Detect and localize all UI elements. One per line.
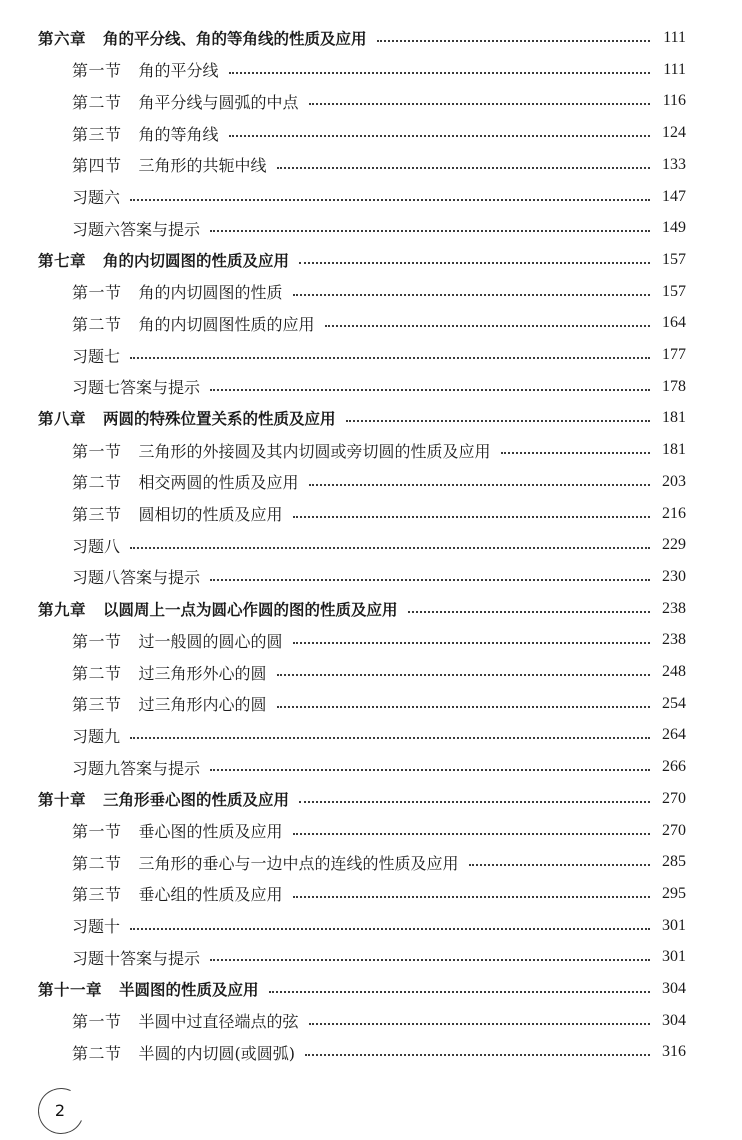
toc-section-row <box>72 657 686 687</box>
toc-entry-page: 229 <box>662 536 686 554</box>
toc-entry-title: 习题七答案与提示 <box>72 378 201 398</box>
dot-leader <box>469 864 650 866</box>
dot-leader <box>269 991 650 993</box>
toc-section-row <box>72 277 686 307</box>
toc-entry-title: 习题九 <box>72 726 121 746</box>
toc-entry-page: 285 <box>662 853 686 871</box>
toc-entry-title: 三角形的外接圆及其内切圆或旁切圆的性质及应用 <box>138 441 491 461</box>
toc-entry-title: 垂心组的性质及应用 <box>138 885 283 905</box>
dot-leader <box>210 579 650 581</box>
toc-exercise-row <box>72 372 686 402</box>
toc-entry-title: 习题六答案与提示 <box>72 219 201 239</box>
toc-entry-page: 216 <box>662 504 686 522</box>
toc-exercise-row <box>72 752 686 782</box>
toc-entry-number: 第八章 <box>38 410 87 429</box>
dot-leader <box>309 1023 650 1025</box>
toc-section-row <box>72 816 686 846</box>
toc-section-row <box>72 150 686 180</box>
toc-exercise-row <box>72 213 686 243</box>
dot-leader <box>309 484 650 486</box>
toc-section-row <box>72 435 686 465</box>
toc-entry-page: 147 <box>662 187 686 205</box>
dot-leader <box>408 611 650 613</box>
toc-entry-page: 230 <box>662 567 686 585</box>
dot-leader <box>210 769 650 771</box>
toc-exercise-row <box>72 720 686 750</box>
toc-entry-number: 第一节 <box>72 441 122 461</box>
toc-exercise-row <box>72 942 686 972</box>
dot-leader <box>210 389 650 391</box>
dot-leader <box>293 642 650 644</box>
toc-exercise-row <box>72 530 686 560</box>
toc-section-row <box>72 689 686 719</box>
toc-entry-number: 第七章 <box>38 251 87 270</box>
dot-leader <box>309 103 650 105</box>
toc-entry-page: 157 <box>662 282 686 300</box>
toc-entry-page: 124 <box>662 124 686 142</box>
dot-leader <box>229 72 650 74</box>
toc-entry-page: 316 <box>662 1043 686 1061</box>
toc-entry-page: 301 <box>662 916 686 934</box>
dot-leader <box>130 357 650 359</box>
toc-entry-title: 习题九答案与提示 <box>72 758 201 778</box>
dot-leader <box>210 230 650 232</box>
toc-entry-page: 111 <box>663 60 686 78</box>
toc-entry-title: 习题六 <box>72 188 121 207</box>
dot-leader <box>130 547 650 549</box>
dot-leader <box>130 737 650 739</box>
toc-section-row <box>72 55 686 85</box>
toc-entry-number: 第二节 <box>72 853 122 873</box>
toc-entry-page: 270 <box>662 821 686 839</box>
toc-chapter-row <box>38 23 686 53</box>
toc-entry-title: 角的内切圆图性质的应用 <box>138 314 315 334</box>
toc-entry-number: 第三节 <box>72 505 122 524</box>
toc-entry-title: 过三角形内心的圆 <box>138 695 267 715</box>
toc-entry-page: 264 <box>662 726 686 744</box>
toc-entry-page: 149 <box>662 219 686 237</box>
toc-entry-title: 角的内切圆图的性质及应用 <box>103 251 290 270</box>
toc-entry-title: 角的平分线、角的等角线的性质及应用 <box>103 30 367 48</box>
toc-entry-title: 习题十答案与提示 <box>72 948 201 968</box>
toc-entry-title: 角的平分线 <box>138 61 219 81</box>
toc-entry-page: 254 <box>662 694 686 712</box>
toc-entry-page: 181 <box>662 409 686 427</box>
toc-entry-page: 266 <box>662 758 686 776</box>
toc-entry-number: 第三节 <box>72 885 122 905</box>
toc-entry-title: 角的等角线 <box>138 124 219 144</box>
toc-section-row <box>72 847 686 877</box>
toc-entry-title: 三角形垂心图的性质及应用 <box>103 790 290 809</box>
toc-section-row <box>72 118 686 148</box>
toc-entry-page: 295 <box>662 884 686 902</box>
toc-entry-title: 习题八答案与提示 <box>72 568 201 588</box>
toc-section-row <box>72 1006 686 1036</box>
toc-section-row <box>72 86 686 116</box>
dot-leader <box>210 959 650 961</box>
dot-leader <box>293 833 650 835</box>
dot-leader <box>501 452 650 454</box>
toc-section-row <box>72 879 686 909</box>
toc-entry-number: 第三节 <box>72 124 122 144</box>
dot-leader <box>377 40 650 42</box>
toc-section-row <box>72 467 686 497</box>
toc-entry-number: 第十一章 <box>38 981 103 999</box>
toc-entry-page: 270 <box>662 789 686 807</box>
toc-entry-title: 角的内切圆图的性质 <box>138 283 283 303</box>
toc-entry-number: 第十章 <box>38 790 87 809</box>
toc-section-row <box>72 1037 686 1067</box>
dot-leader <box>346 420 650 422</box>
toc-chapter-row <box>38 784 686 814</box>
toc-entry-number: 第二节 <box>72 1043 122 1063</box>
toc-entry-number: 第六章 <box>38 30 87 48</box>
toc-exercise-row <box>72 911 686 941</box>
toc-entry-page: 111 <box>663 29 686 46</box>
toc-entry-page: 133 <box>662 155 686 173</box>
dot-leader <box>293 516 650 518</box>
toc-entry-title: 圆相切的性质及应用 <box>138 505 283 524</box>
toc-exercise-row <box>72 340 686 370</box>
dot-leader <box>305 1054 650 1056</box>
dot-leader <box>130 199 650 201</box>
toc-entry-title: 半圆图的性质及应用 <box>119 981 259 999</box>
toc-exercise-row <box>72 562 686 592</box>
toc-entry-number: 第四节 <box>72 156 122 176</box>
toc-entry-title: 习题十 <box>72 917 121 937</box>
toc-exercise-row <box>72 182 686 212</box>
toc-entry-page: 301 <box>662 948 686 966</box>
toc-entry-number: 第九章 <box>38 600 87 619</box>
toc-entry-title: 过三角形外心的圆 <box>138 663 267 683</box>
toc-entry-title: 半圆的内切圆(或圆弧) <box>138 1043 296 1063</box>
dot-leader <box>277 706 650 708</box>
toc-entry-number: 第一节 <box>72 283 122 303</box>
dot-leader <box>277 167 650 169</box>
toc-entry-title: 三角形的垂心与一边中点的连线的性质及应用 <box>138 853 459 873</box>
toc-entry-number: 第一节 <box>72 1012 122 1032</box>
toc-entry-number: 第二节 <box>72 663 122 683</box>
toc-entry-page: 304 <box>662 980 686 997</box>
dot-leader <box>277 674 650 676</box>
toc-section-row <box>72 499 686 529</box>
toc-chapter-row <box>38 974 686 1004</box>
toc-entry-page: 177 <box>662 346 686 363</box>
toc-entry-title: 垂心图的性质及应用 <box>138 822 283 841</box>
toc-chapter-row <box>38 403 686 433</box>
toc-chapter-row <box>38 245 686 275</box>
toc-entry-title: 两圆的特殊位置关系的性质及应用 <box>103 410 336 429</box>
toc-entry-number: 第二节 <box>72 314 122 334</box>
toc-section-row <box>72 308 686 338</box>
dot-leader <box>325 325 650 327</box>
toc-entry-page: 164 <box>662 314 686 332</box>
dot-leader <box>229 135 650 137</box>
toc-entry-title: 三角形的共轭中线 <box>138 156 267 176</box>
dot-leader <box>299 801 650 803</box>
toc-section-row <box>72 625 686 655</box>
toc-entry-number: 第二节 <box>72 92 122 112</box>
toc-chapter-row <box>38 594 686 624</box>
page-number: 2 <box>54 1100 66 1120</box>
dot-leader <box>130 928 650 930</box>
toc-entry-number: 第一节 <box>72 822 122 841</box>
toc-entry-title: 习题八 <box>72 536 121 556</box>
toc-entry-number: 第一节 <box>72 631 122 651</box>
toc-entry-page: 178 <box>662 377 686 395</box>
toc-entry-title: 相交两圆的性质及应用 <box>138 473 299 493</box>
toc-entry-number: 第一节 <box>72 61 122 81</box>
toc-entry-title: 以圆周上一点为圆心作圆的图的性质及应用 <box>103 600 398 619</box>
toc-entry-page: 116 <box>662 92 686 110</box>
toc-entry-page: 248 <box>662 663 686 680</box>
toc-entry-number: 第二节 <box>72 473 122 493</box>
toc-entry-title: 习题七 <box>72 346 121 366</box>
toc-entry-page: 304 <box>662 1011 686 1029</box>
toc-entry-title: 半圆中过直径端点的弦 <box>138 1012 299 1032</box>
toc-entry-title: 角平分线与圆弧的中点 <box>138 92 299 112</box>
toc-entry-page: 157 <box>662 250 686 268</box>
dot-leader <box>293 294 650 296</box>
toc-entry-page: 203 <box>662 472 686 490</box>
dot-leader <box>299 262 650 264</box>
toc-entry-page: 238 <box>662 599 686 617</box>
toc-entry-number: 第三节 <box>72 695 122 715</box>
dot-leader <box>293 896 650 898</box>
toc-entry-title: 过一般圆的圆心的圆 <box>138 631 283 651</box>
toc-entry-page: 238 <box>662 631 686 649</box>
toc-entry-page: 181 <box>662 441 686 459</box>
